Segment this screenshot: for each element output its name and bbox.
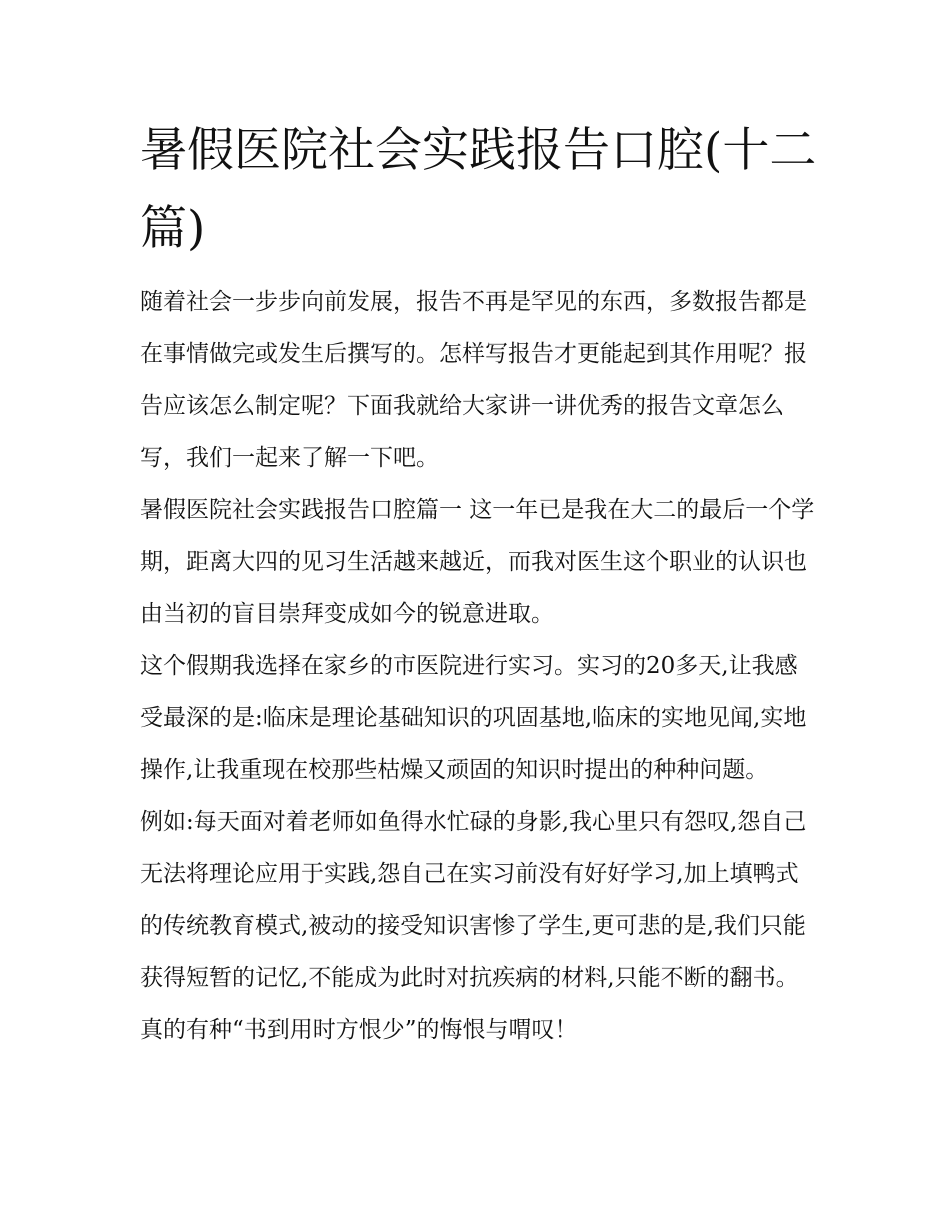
document-title: 暑假医院社会实践报告口腔(十二篇) [140, 123, 817, 256]
paragraph-intro: 随着社会一步步向前发展，报告不再是罕见的东西，多数报告都是在事情做完或发生后撰写的。怎样写报告才更能起到其作用呢？报告应该怎么制定呢？下面我就给大家讲一讲优秀的报告文章怎么写，我们一起来了解一下吧。 [140, 289, 807, 471]
document-body [140, 276, 816, 1056]
paragraph-part-one: 暑假医院社会实践报告口腔篇一 这一年已是我在大二的最后一个学期，距离大四的见习生活越来越近，而我对医生这个职业的认识也由当初的盲目崇拜变成如今的锐意进取。 [140, 497, 815, 627]
paragraph-example: 例如:每天面对着老师如鱼得水忙碌的身影,我心里只有怨叹,怨自己无法将理论应用于实践,怨自己在实习前没有好好学习,加上填鸭式的传统教育模式,被动的接受知识害惨了学生,更可悲的是,我们只能获得短暂的记忆,不能成为此时对抗疾病的材料,只能不断的翻书。真的有种“书到用时方恨少”的悔恨与喟叹！ [140, 809, 807, 1043]
paragraph-internship: 这个假期我选择在家乡的市医院进行实习。实习的20多天,让我感受最深的是:临床是理论基础知识的巩固基地,临床的实地见闻,实地操作,让我重现在校那些枯燥又顽固的知识时提出的种种问题。 [140, 653, 807, 783]
